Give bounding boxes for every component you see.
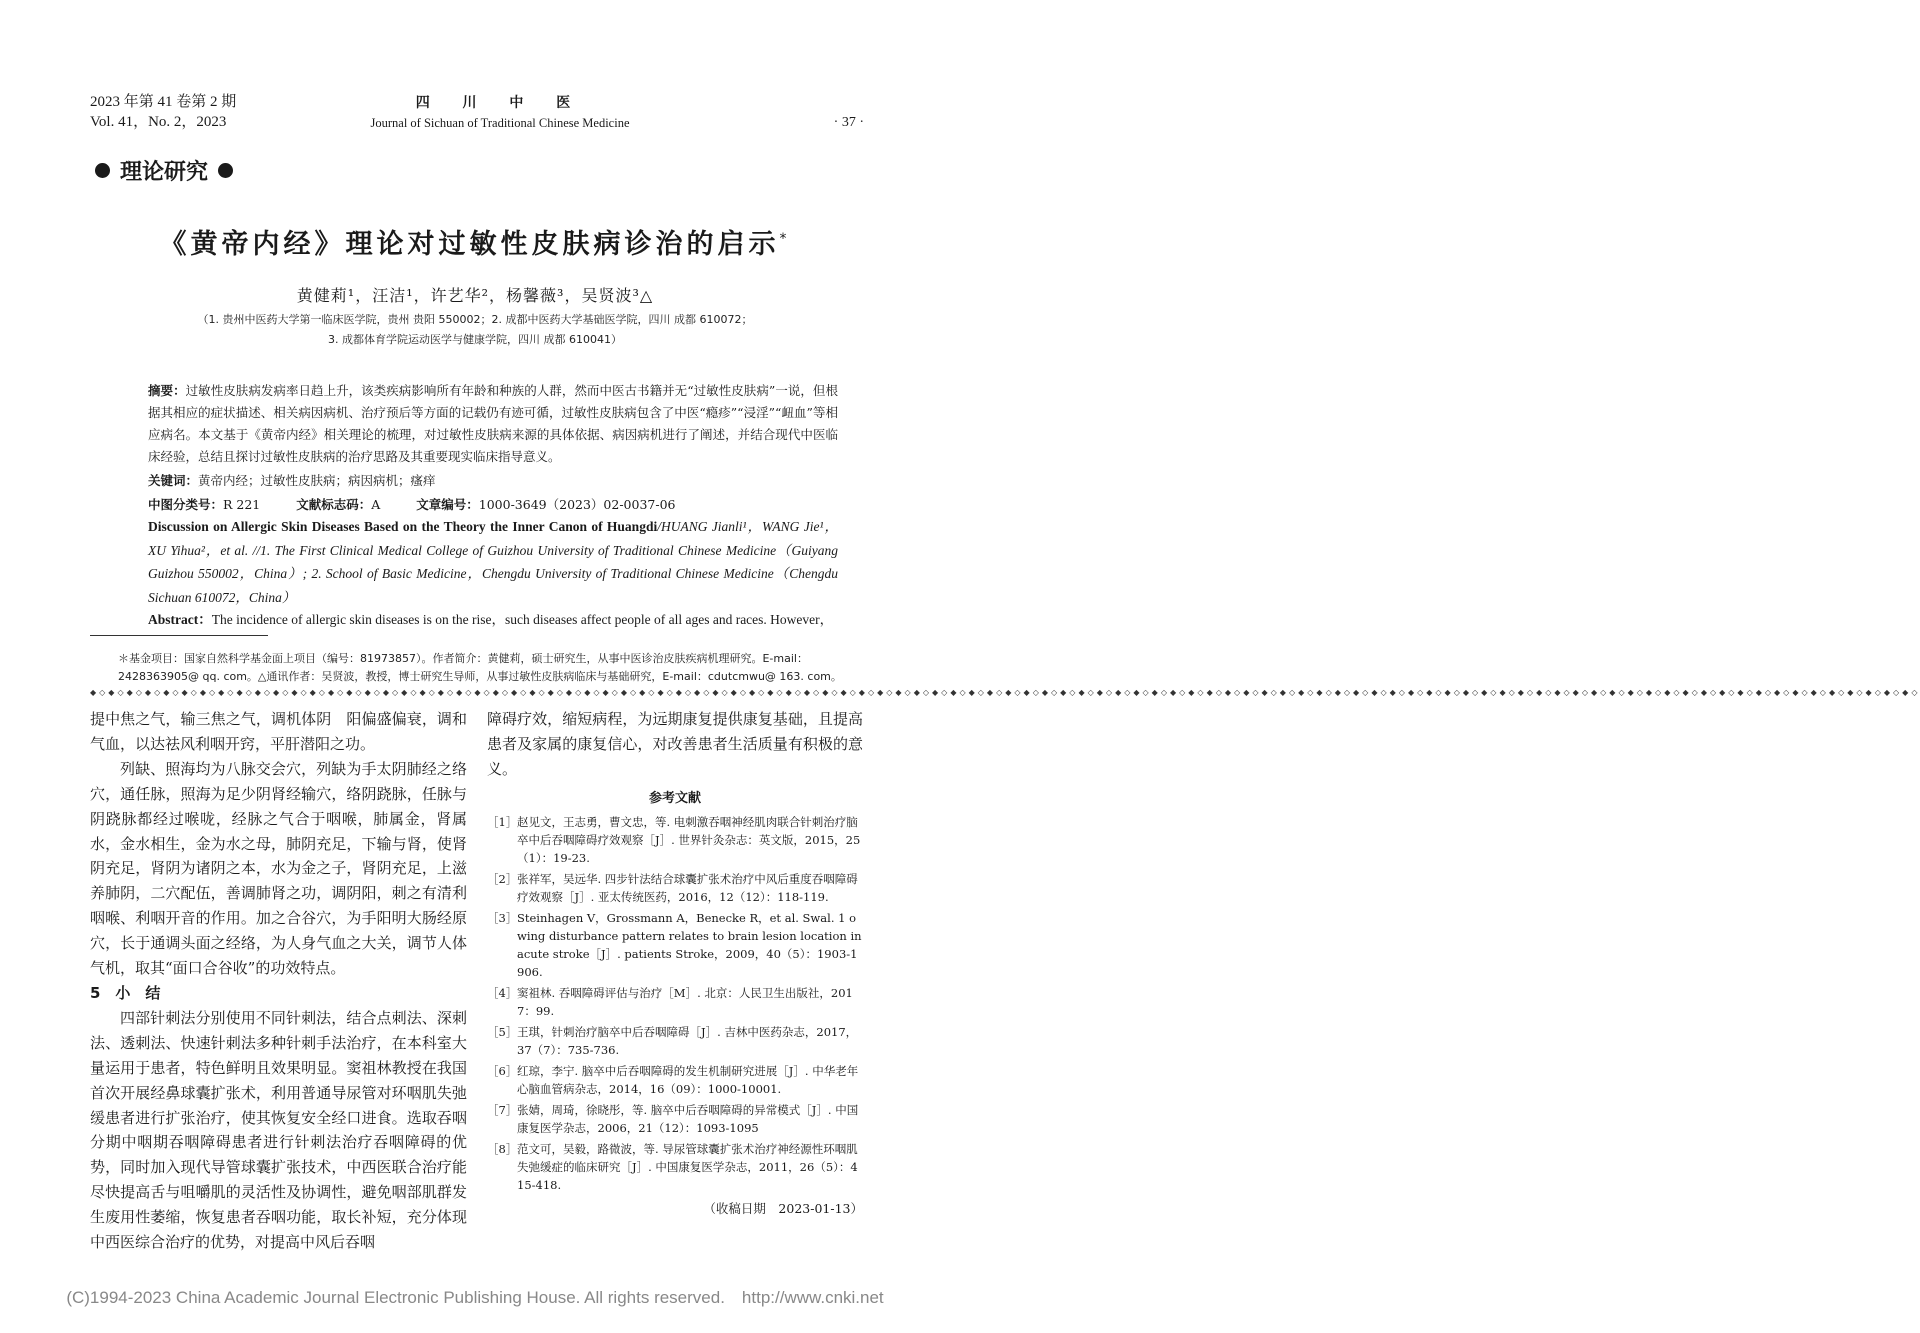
reference-text: 王琪，针刺治疗脑卒中后吞咽障碍［J］. 吉林中医药杂志，2017，37（7）：735-736. xyxy=(517,1024,858,1057)
reference-text: Steinhagen V，Grossmann A，Benecke R，et al. Swal. 1 owing disturbance pattern relates to brain lesion location in acute stroke［J］. patients Stroke，2009，40（5）：1903-1906. xyxy=(517,910,862,979)
keywords-text: 黄帝内经；过敏性皮肤病；病因病机；瘙痒 xyxy=(198,473,436,488)
reference-text: 红琼，李宁. 脑卒中后吞咽障碍的发生机制研究进展［J］. 中华老年心脑血管病杂志，2014，16（09）：1000-10001. xyxy=(517,1063,859,1096)
keywords-label: 关键词： xyxy=(148,473,199,488)
reference-item xyxy=(487,1023,863,1059)
issue-info xyxy=(90,92,236,132)
reference-number: ［4］ xyxy=(487,985,518,1000)
issue-cn: 2023 年第 41 卷第 2 期 xyxy=(90,94,237,110)
clc-label: 中图分类号： xyxy=(148,497,224,512)
page-number: · 37 · xyxy=(833,115,864,130)
authors: 黄健莉¹，汪洁¹，许艺华²，杨馨薇³，吴贤波³△ xyxy=(296,286,654,305)
reference-item xyxy=(487,1062,863,1098)
clc-value: R 221 xyxy=(223,497,261,512)
bullet-icon xyxy=(95,163,110,178)
left-paragraph-2: 列缺、照海均为八脉交会穴，列缺为手太阴肺经之络穴，通任脉，照海为足少阴肾经输穴，络阴跷脉，任脉与阴跷脉都经过喉咙，经脉之气合于咽喉，肺属金，肾属水，金水相生，金为水之母，肺阴充足，下输与肾，使肾阴充足，肾阴为诸阴之本，水为金之子，肾阴充足，上滋养肺阴，二穴配伍，善调肺肾之功，调阴阳，刺之有清利咽喉、利咽开音的作用。加之合谷穴，为手阳明大肠经原穴，长于通调头面之经络，为人身气血之大关，调节人体气机，取其“面口合谷收”的功效特点。 xyxy=(90,759,467,978)
classification-line xyxy=(148,494,838,516)
keywords xyxy=(148,470,838,492)
reference-number: ［7］ xyxy=(487,1102,518,1117)
reference-text: 赵见文，王志勇，曹文忠，等. 电刺激吞咽神经肌肉联合针刺治疗脑卒中后吞咽障碍疗效观察［J］. 世界针灸杂志：英文版，2015，25（1）：19-23. xyxy=(517,814,861,865)
english-abstract-label: Abstract： xyxy=(148,612,212,627)
decorative-divider: ◆◇◆◇◆◇◆◇◆◇◆◇◆◇◆◇◆◇◆◇◆◇◆◇◆◇◆◇◆◇◆◇◆◇◆◇◆◇◆◇◆◇◆◇◆◇◆◇◆◇◆◇◆◇◆◇◆◇◆◇◆◇◆◇◆◇◆◇◆◇◆◇◆◇◆◇◆◇◆◇◆◇◆◇◆◇◆◇◆◇◆◇◆◇◆◇◆◇◆◇◆◇◆◇◆◇◆◇◆◇◆◇◆◇◆◇◆◇◆◇◆◇◆◇◆◇◆◇◆◇◆◇◆◇◆◇◆◇◆◇◆◇◆◇◆◇◆◇◆◇◆◇◆◇◆◇◆◇◆◇◆◇◆◇◆◇◆◇◆◇◆◇◆◇◆◇◆◇◆◇◆◇◆◇◆◇◆◇◆◇◆◇◆◇◆◇◆◇◆◇ xyxy=(90,688,1920,697)
affiliation-line-2: 3. 成都体育学院运动医学与健康学院，四川 成都 610041） xyxy=(328,333,622,346)
journal-name-en: Journal of Sichuan of Traditional Chinese Medicine xyxy=(370,116,630,130)
section-label: 理论研究 xyxy=(120,160,209,185)
copyright-footer: (C)1994-2023 China Academic Journal Electronic Publishing House. All rights reserved. http://www.cnki.net xyxy=(66,1288,884,1307)
affiliation-line-1: （1. 贵州中医药大学第一临床医学院，贵州 贵阳 550002；2. 成都中医药大学基础医学院，四川 成都 610072； xyxy=(197,313,753,326)
english-title: Discussion on Allergic Skin Diseases Based on the Theory the Inner Canon of Huangdi xyxy=(148,519,658,534)
reference-item xyxy=(487,813,863,867)
left-paragraph-3: 四部针刺法分别使用不同针刺法，结合点刺法、深刺法、透刺法、快速针刺法多种针刺手法治疗，在本科室大量运用于患者，特色鲜明且效果明显。窦祖林教授在我国首次开展经鼻球囊扩张术，利用普通导尿管对环咽肌失弛缓患者进行扩张治疗，使其恢复安全经口进食。选取吞咽分期中咽期吞咽障碍患者进行针刺法治疗吞咽障碍的优势，同时加入现代导管球囊扩张技术，中西医联合治疗能尽快提高舌与咀嚼肌的灵活性及协调性，避免咽部肌群发生废用性萎缩，恢复患者吞咽功能，取长补短，充分体现中西医综合治疗的优势，对提高中风后吞咽 xyxy=(90,1008,467,1252)
title-footnote-mark: * xyxy=(779,231,791,247)
english-header xyxy=(148,515,838,609)
reference-item xyxy=(487,909,863,981)
reference-text: 窦祖林. 吞咽障碍评估与治疗［M］. 北京：人民卫生出版社，2017：99. xyxy=(517,985,853,1018)
doc-code-value: A xyxy=(371,497,381,512)
section-heading xyxy=(95,155,233,186)
reference-number: ［5］ xyxy=(487,1024,518,1039)
left-column xyxy=(90,707,467,1255)
journal-header xyxy=(300,92,700,131)
reference-item xyxy=(487,984,863,1020)
reference-text: 张婧，周琦，徐晓彤，等. 脑卒中后吞咽障碍的异常模式［J］. 中国康复医学杂志，2006，21（12）：1093-1095 xyxy=(517,1102,859,1135)
left-paragraph-1: 提中焦之气，输三焦之气，调机体阴 阳偏盛偏衰，调和气血，以达祛风利咽开窍，平肝潜阳之功。 xyxy=(90,710,467,753)
reference-item xyxy=(487,1140,863,1194)
references-heading: 参考文献 xyxy=(648,790,701,806)
article-no-value: 1000-3649（2023）02-0037-06 xyxy=(478,497,676,512)
reference-number: ［8］ xyxy=(487,1141,518,1156)
footnote-divider xyxy=(90,635,268,636)
issue-en: Vol. 41，No. 2，2023 xyxy=(90,114,227,130)
article-no-label: 文章编号： xyxy=(416,497,479,512)
reference-text: 范文可，吴毅，路微波，等. 导尿管球囊扩张术治疗神经源性环咽肌失弛缓症的临床研究［J］. 中国康复医学杂志，2011，26（5）：415-418. xyxy=(517,1141,858,1192)
reference-number: ［6］ xyxy=(487,1063,518,1078)
reference-number: ［1］ xyxy=(487,814,518,829)
abstract-label: 摘要： xyxy=(148,383,186,398)
english-abstract-text: The incidence of allergic skin diseases is on the rise，such diseases affect people of all ages and races. However， xyxy=(211,612,834,627)
title-text: 《黄帝内经》理论对过敏性皮肤病诊治的启示 xyxy=(159,229,780,260)
english-authors: /HUANG Jianli¹，WANG Jie¹，XU Yihua²，et al. // xyxy=(148,519,838,558)
english-affiliation: 1. The First Clinical Medical College of Guizhou University of Traditional Chinese Medicine（Guiyang Guizhou 550002，China）; 2. School of Basic Medicine，Chengdu University of Traditional Chinese Medicine（Chengdu Sichuan 610072，China） xyxy=(148,542,838,605)
bullet-icon xyxy=(218,163,233,178)
received-date: （收稿日期 2023-01-13） xyxy=(703,1200,863,1216)
paper-title xyxy=(0,222,950,261)
reference-item xyxy=(487,870,863,906)
abstract-cn xyxy=(148,380,838,468)
footnote: ＊基金项目：国家自然科学基金面上项目（编号：81973857）。作者简介：黄健莉，硕士研究生，从事中医诊治皮肤疾病机理研究。E-mail：2428363905@ qq. com。△通讯作者：吴贤波，教授，博士研究生导师，从事过敏性皮肤病临床与基础研究，E-mail：cdutcmwu@ 163. com。 xyxy=(118,652,842,683)
reference-text: 张祥军，吴远华. 四步针法结合球囊扩张术治疗中风后重度吞咽障碍疗效观察［J］. 亚太传统医药，2016，12（12）：118-119. xyxy=(517,871,858,904)
journal-name-cn: 四 川 中 医 xyxy=(415,95,585,111)
reference-number: ［2］ xyxy=(487,871,518,886)
doc-code-label: 文献标志码： xyxy=(296,497,372,512)
reference-number: ［3］ xyxy=(487,910,518,925)
reference-item xyxy=(487,1101,863,1137)
abstract-text: 过敏性皮肤病发病率日趋上升，该类疾病影响所有年龄和种族的人群，然而中医古书籍并无“过敏性皮肤病”一说，但根据其相应的症状描述、相关病因病机、治疗预后等方面的记载仍有迹可循，过敏性皮肤病包含了中医“瘾疹”“浸淫”“衄血”等相应病名。本文基于《黄帝内经》相关理论的梳理，对过敏性皮肤病来源的具体依据、病因病机进行了阐述，并结合现代中医临床经验，总结且探讨过敏性皮肤病的治疗思路及其重要现实临床指导意义。 xyxy=(148,383,838,464)
right-column xyxy=(487,707,863,1220)
section-5-heading: 5 小 结 xyxy=(90,983,161,1002)
english-abstract xyxy=(148,608,838,632)
right-paragraph-1: 障碍疗效，缩短病程，为远期康复提供康复基础，且提高患者及家属的康复信心，对改善患者生活质量有积极的意义。 xyxy=(487,710,863,778)
